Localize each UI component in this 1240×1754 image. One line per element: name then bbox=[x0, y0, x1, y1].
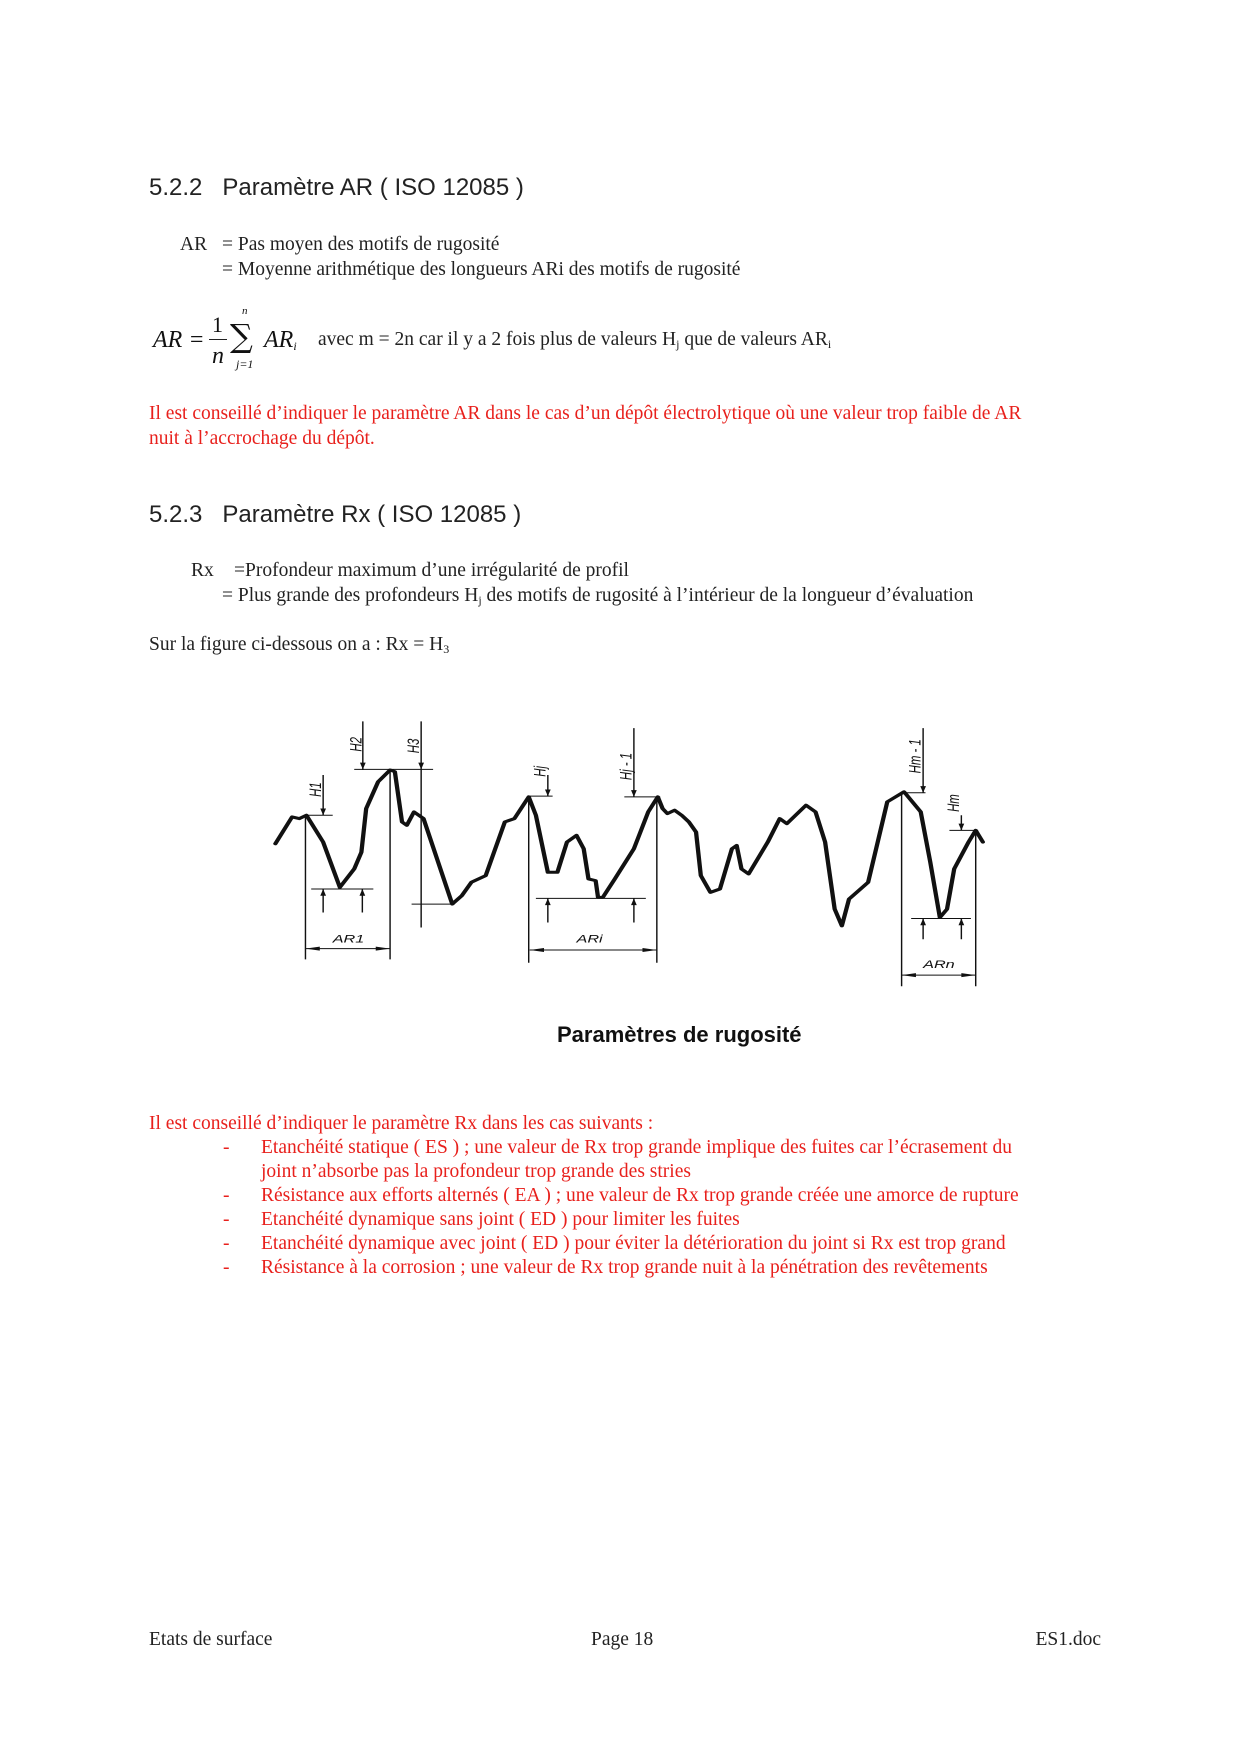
note-text2: que de valeurs AR bbox=[679, 329, 828, 350]
rx-def-line2 bbox=[222, 585, 973, 607]
fraction-bar bbox=[209, 339, 227, 340]
list-item: Etanchéité statique ( ES ) ; une valeur de Rx trop grande implique des fuites car l’écrasement du bbox=[261, 1137, 1013, 1158]
sum-sign-icon: ∑ bbox=[230, 317, 253, 355]
bullet-dash: - bbox=[223, 1209, 230, 1230]
formula-lhs: AR = bbox=[153, 327, 205, 353]
section-title: Paramètre Rx ( ISO 12085 ) bbox=[222, 501, 522, 528]
rx-def-label: Rx bbox=[191, 560, 214, 581]
rx-def-text-a: = Plus grande des profondeurs H bbox=[222, 585, 479, 606]
formula-denominator: n bbox=[212, 343, 224, 369]
ar-advice-line1: Il est conseillé d’indiquer le paramètre AR dans le cas d’un dépôt électrolytique où une valeur trop faible de AR bbox=[149, 403, 1022, 424]
dimension-lines bbox=[305, 721, 978, 986]
section-number: 5.2.3 bbox=[149, 501, 203, 528]
section-number: 5.2.2 bbox=[149, 174, 203, 201]
ar-def-line2: = Moyenne arithmétique des longueurs ARi des motifs de rugosité bbox=[222, 259, 741, 280]
list-item-continuation: joint n’absorbe pas la profondeur trop grande des stries bbox=[261, 1161, 691, 1182]
profile-curve bbox=[275, 770, 983, 926]
term-text: AR bbox=[264, 327, 294, 353]
figure-note-sub: 3 bbox=[443, 642, 450, 656]
rx-def-text-b: des motifs de rugosité à l’intérieur de la longueur d’évaluation bbox=[481, 585, 974, 606]
figure-note-text: Sur la figure ci-dessous on a : Rx = H bbox=[149, 634, 444, 655]
label-hj: Hj bbox=[530, 765, 549, 777]
label-hm-1: Hm - 1 bbox=[905, 739, 925, 774]
label-h1: H1 bbox=[305, 782, 325, 797]
bullet-dash: - bbox=[223, 1257, 230, 1278]
note-text1: avec m = 2n car il y a 2 fois plus de valeurs H bbox=[318, 329, 677, 350]
bullet-dash: - bbox=[223, 1233, 230, 1254]
section-heading-rx bbox=[149, 501, 521, 529]
roughness-profile-figure bbox=[261, 708, 1002, 1070]
formula-term bbox=[264, 328, 297, 352]
rx-def-sub: j bbox=[478, 593, 482, 607]
bullet-dash: - bbox=[223, 1137, 230, 1158]
section-title: Paramètre AR ( ISO 12085 ) bbox=[222, 174, 524, 201]
section-heading-ar bbox=[149, 174, 524, 202]
ar-def-line1: = Pas moyen des motifs de rugosité bbox=[222, 234, 500, 255]
arrow-heads bbox=[305, 763, 975, 978]
bullet-dash: - bbox=[223, 1185, 230, 1206]
footer-right: ES1.doc bbox=[1035, 1629, 1101, 1650]
list-item: Etanchéité dynamique avec joint ( ED ) pour éviter la détérioration du joint si Rx est trop grand bbox=[261, 1233, 1006, 1254]
term-sub: i bbox=[293, 339, 297, 353]
label-hj-1: Hj - 1 bbox=[616, 752, 635, 781]
sum-lower: j=1 bbox=[236, 357, 254, 371]
label-h3: H3 bbox=[403, 738, 423, 754]
ar-def-label: AR bbox=[180, 234, 208, 255]
sum-upper: n bbox=[242, 305, 248, 317]
footer-left: Etats de surface bbox=[149, 1629, 273, 1650]
note-sub1: j bbox=[676, 337, 680, 351]
formula-numerator: 1 bbox=[212, 312, 223, 337]
ar-advice-line2: nuit à l’accrochage du dépôt. bbox=[149, 428, 375, 449]
list-item: Résistance à la corrosion ; une valeur de Rx trop grande nuit à la pénétration des revêtements bbox=[261, 1257, 988, 1278]
figure-caption: Paramètres de rugosité bbox=[557, 1022, 802, 1047]
figure-note bbox=[149, 634, 449, 656]
label-h2: H2 bbox=[346, 737, 365, 752]
footer-page-number: Page 18 bbox=[591, 1629, 654, 1650]
label-ar1: AR1 bbox=[332, 932, 365, 946]
note-sub2: i bbox=[827, 337, 832, 351]
rx-advice-intro: Il est conseillé d’indiquer le paramètre Rx dans les cas suivants : bbox=[149, 1113, 654, 1134]
label-hm: Hm bbox=[943, 794, 963, 812]
rx-def-line1: =Profondeur maximum d’une irrégularité de profil bbox=[234, 560, 629, 581]
list-item: Etanchéité dynamique sans joint ( ED ) pour limiter les fuites bbox=[261, 1209, 740, 1230]
list-item: Résistance aux efforts alternés ( EA ) ; une valeur de Rx trop grande créée une amorce de rupture bbox=[261, 1185, 1019, 1206]
label-ari: ARi bbox=[576, 932, 603, 946]
label-arn: ARn bbox=[923, 957, 955, 971]
formula-note bbox=[318, 329, 831, 351]
